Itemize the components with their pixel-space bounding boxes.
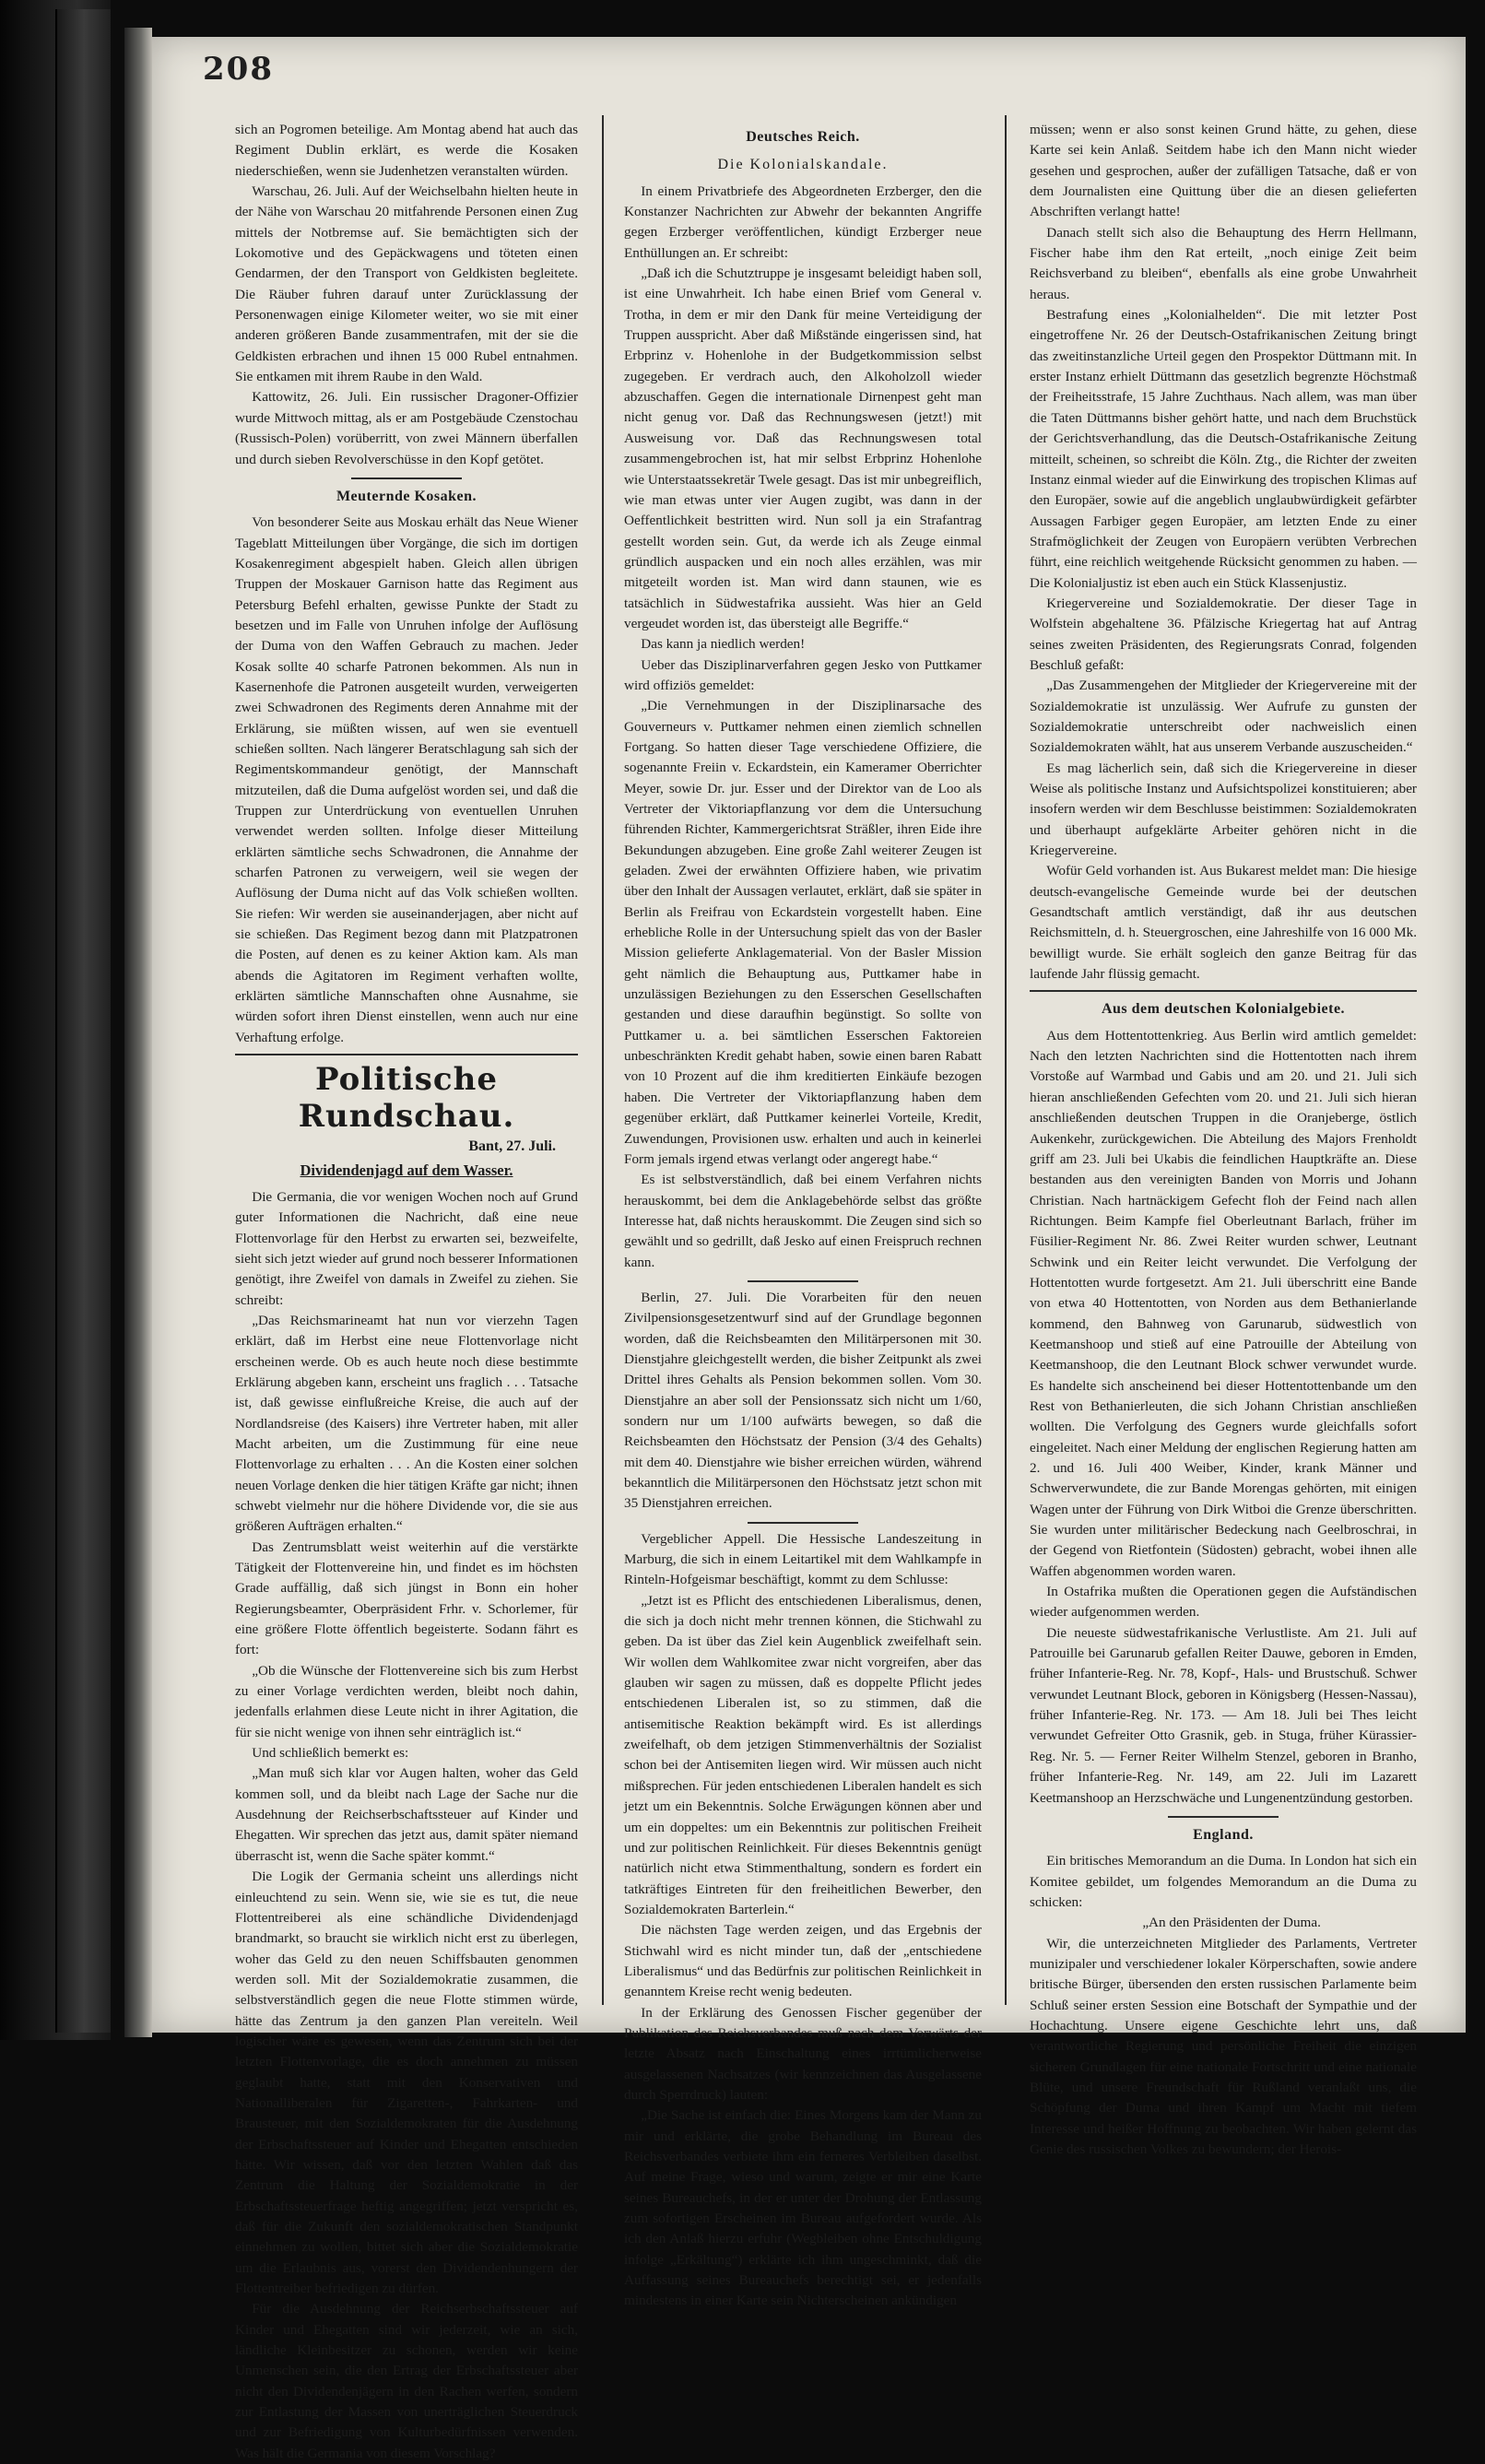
article-paragraph: Das kann ja niedlich werden! (641, 636, 806, 653)
article-paragraph: Wofür Geld vorhanden ist. Aus Bukarest meldet man: Die hiesige deutsch-evangelische Gemeinde wurde bei der deutschen Gesandtschaft amtlich verständigt, daß ihr aus deutschen Reichsmitteln, d. h. Steuergroschen, eine Jahreshilfe von 16 000 Mk. bewilligt wurde. Sie erhält sogleich den ganze Beitrag für das laufende Jahr flüssig gemacht. (1030, 863, 1417, 983)
article-paragraph: „Das Reichsmarineamt hat nun vor vierzehn Tagen erklärt, daß im Herbst eine neue Flottenvorlage nicht erscheinen werde. Ob es auch heute noch diese bestimmte Erklärung abgeben kann, erscheint uns fraglich . . . Tatsache ist, daß gewisse einflußreiche Kreise, die auch auf der Nordlandsreise (des Kaisers) ihre Vertreter haben, mit aller Macht arbeiten, um die Zustimmung für eine neue Flottenvorlage zu erhalten . . . An die Kosten einer solchen neuen Vorlage denken die hier tätigen Kräfte gar nicht; ihnen schwebt vielmehr nur die höhere Dividende vor, die sie aus größeren Aufträgen erhalten.“ (235, 1312, 578, 1535)
article-paragraph: Berlin, 27. Juli. Die Vorarbeiten für den neuen Zivilpensionsgesetzentwurf sind auf der Grundlage begonnen worden, daß die Reichsbeamten den Militärpersonen mit 30. Dienstjahre gleichgestellt werden, die bisher Zeitpunkt als zwei Drittel ihres Gehalts als Pension bekommen sollen. Vom 30. Dienstjahre an aber soll der Pensionssatz sich nicht um 1/60, sondern nur um 1/100 aufwärts bewegen, so daß die Reichsbeamten den Höchstsatz der Pension (3/4 des Gehalts) mit dem 40. Dienstjahre wie bisher erreichen würden, während bekanntlich die Militärpersonen den Höchstsatz jetzt schon mit 35 Dienstjahren erreichen. (624, 1289, 982, 1512)
article-paragraph: Wir, die unterzeichneten Mitglieder des Parlaments, Vertreter munizipaler und verschiedener lokaler Körperschaften, sowie andere britische Bürger, übersenden den ersten russischen Parlamente beim Schluß seiner ersten Session eine Botschaft der Sympathie und der Hochachtung. Unsere eigene Geschichte lehrt uns, daß verantwortliche Regierung und persönliche Freiheit die einzigen sicheren Grundlagen für eine nationale Fortschritt und eine nationale Blüte, und unsere Freundschaft für Rußland veranlaßt uns, die Schöpfung der Duma und ihren Kampf um Macht mit tiefem Interesse und heißer Hoffnung zu beobachten. Wir haben gelernt das Genie des russischen Volkes zu bewundern; der Herois- (1030, 1935, 1417, 2157)
column-3 (1030, 120, 1417, 2157)
page-number: 208 (203, 51, 274, 88)
article-heading: Dividendenjagd auf dem Wasser. (300, 1161, 513, 1180)
column-rule (602, 115, 604, 2005)
section-heading: Aus dem deutschen Kolonialgebiete. (1101, 1001, 1346, 1018)
section-heading: Meuternde Kosaken. (336, 488, 477, 504)
article-paragraph: „Ob die Wünsche der Flottenvereine sich bis zum Herbst zu einer Vorlage verdichten werden, bleibt noch dahin, jedenfalls erlahmen diese Leute nicht in ihrer Agitation, die für sie nicht wenige von ihnen sehr einträglich ist.“ (235, 1662, 578, 1740)
article-paragraph: Von besonderer Seite aus Moskau erhält das Neue Wiener Tageblatt Mitteilungen über Vorgänge, die sich im dortigen Kosakenregiment abgespielt haben. Gleich allen übrigen Truppen der Moskauer Garnison hatte das Regiment aus Petersburg Befehl erhalten, gewisse Punkte der Stadt zu besetzen und im Falle von Unruhen infolge der Auflösung der Duma von den Waffen Gebrauch zu machen. Jeder Kosak sollte 40 scharfe Patronen bekommen. Als nun in Kasernenhofe die Patronen ausgeteilt wurden, verweigerten zwei Schwadronen des Regiments deren Annahme mit der Erklärung, sie müßten wissen, auf wen sie eventuell schießen sollten. Nach längerer Beratschlagung sah sich der Regimentskommandeur genötigt, der Mannschaft mitzuteilen, daß die Duma aufgelöst worden sei, und daß die Truppen zur Unterdrückung von eventuellen Unruhen verwendet werden sollten. Infolge dieser Mitteilung erklärten sämtliche sechs Schwadronen, die Annahme der scharfen Patronen zu verweigern, weil sie wegen der Auflösung der Duma nicht auf das Volk schießen wollten. Sie riefen: Wir werden sie auseinanderjagen, aber nicht auf sie schießen. Das Regiment bezog dann mit Platzpatronen die Posten, auf denen es zu keiner Aktion kam. Als man abends die Agitatoren im Regiment verhaften wollte, erklärten sämtliche Mannschaften ohne Ausnahme, sie würden sofort ihren Dienst einstellen, wenn auch nur eine Verhaftung erfolge. (235, 514, 578, 1045)
page-edge (124, 28, 152, 2037)
article-paragraph: In der Erklärung des Genossen Fischer gegenüber der Publikation des Reichsverbandes muß nach dem Vorwärts der letzte Absatz nach Einschaltung eines irrtümlicherweise ausgelassenen Nachsatzes (wir kennzeichnen das Ausgelassene durch Sperrdruck) lauten: (624, 2004, 982, 2103)
article-paragraph: Es mag lächerlich sein, daß sich die Kriegervereine in dieser Weise als politische Instanz und Aufsichtspolizei konstituieren; aber insofern werden wir dem Beschlusse beistimmen: Sozialdemokraten und überhaupt aufgeklärte Arbeiter gehören nicht in die Kriegervereine. (1030, 760, 1417, 859)
article-paragraph: In einem Privatbriefe des Abgeordneten Erzberger, den die Konstanzer Nachrichten zur Abwehr der bekannten Angriffe gegen Erzberger veröffentlichen, kündigt Erzberger neue Enthüllungen an. Er schreibt: (624, 183, 982, 261)
article-paragraph: Und schließlich bemerkt es: (252, 1745, 409, 1762)
article-paragraph: Ein britisches Memorandum an die Duma. In London hat sich ein Komitee gebildet, um folgendes Memorandum an die Duma zu schicken: (1030, 1853, 1417, 1910)
article-paragraph: „Man muß sich klar vor Augen halten, woher das Geld kommen soll, und da bleibt nach Lage der Sache nur die Ausdehnung der Reichserbschaftssteuer auf Kinder und Ehegatten. Wir sprechen das jetzt aus, damit später niemand überrascht ist, wenn die Sache später kommt.“ (235, 1765, 578, 1864)
article-paragraph: sich an Pogromen beteilige. Am Montag abend hat auch das Regiment Dublin erklärt, es werde die Kosaken niederschießen, wenn sie Judenhetzen veranstalten würden. (235, 122, 578, 179)
article-heading: Die Kolonialskandale. (717, 157, 889, 173)
separator (351, 477, 462, 479)
article-paragraph: müssen; wenn er also sonst keinen Grund hätte, zu gehen, diese Karte sei kein Anlaß. Seitdem habe ich den Mann nicht wieder gesehen und gesprochen, außer der zufälligen Tatsache, daß er von dem Journalisten eine Quittung über die an diesen gelieferten Abschriften verlangt hatte! (1030, 122, 1417, 220)
article-paragraph: Aus dem Hottentottenkrieg. Aus Berlin wird amtlich gemeldet: Nach den letzten Nachrichten sind die Hottentotten nach ihrem Vorstoße auf Warmbad und Gabis und am 20. und 21. Juli sich hieran anschließenden Gefechten vom 20. und 21. Juli sich hieran anschließenden deutschen Truppen in die Oranjeberge, östlich Aukenkehr, zurückgewichen. Die Abteilung des Majors Frenholdt griff am 23. Juli bei Ukabis die feindlichen Hauptkräfte an. Diese bestanden aus den vereinigten Banden von Morris und Johann Christian. Nach hartnäckigem Gefecht floh der Feind nach allen Richtungen. Beim Kampfe fiel Oberleutnant Barlach, früher im Füsilier-Regiment Nr. 86. Zwei Reiter wurden schwer, Leutnant Schwink und ein Reiter leicht verwundet. Die Verfolgung der Hottentotten wurde fortgesetzt. Am 21. Juli überschritt eine Bande von etwa 40 Hottentotten, von Norden aus dem Bethanierlande kommend, den Bahnweg von Garunarub, südwestlich von Keetmanshoop und stieß auf eine Patrouille der Abteilung von Keetmanshoop, die den Leutnant Block schwer verwundet wurde. Es handelte sich anscheinend bei dieser Hottentottenbande um den Rest von Bethanierleuten, die sich Johann Christian anschließen wollten. Die Verfolgung des Gegners wurde gleichfalls sofort eingeleitet. Nach einer Meldung der englischen Regierung hatten am 2. und 16. Juli 400 Weiber, Kinder, krank Männer und Schwerverwundete, die zur Bande Morengas gehörten, mit einigen Wagen unter der Führung von Dirk Witboi die Grenze überschritten. Sie wurden unter militärischer Bedeckung nach Geelbroschrai, in der Gegend von Rietfontein (Südosten) gebracht, wobei ihnen alle Waffen abgenommen worden waren. (1030, 1027, 1417, 1579)
section-heading: Deutsches Reich. (746, 129, 860, 145)
article-paragraph: Die Germania, die vor wenigen Wochen noch auf Grund guter Informationen die Nachricht, daß eine neue Flottenvorlage für den Herbst zu erwarten sei, bezweifelte, sieht sich jetzt wieder auf grund noch besserer Informationen genötigt, ihre Zweifel von damals in Zweifel zu ziehen. Sie schreibt: (235, 1188, 578, 1308)
book-spine (55, 9, 111, 2033)
article-paragraph: Die Logik der Germania scheint uns allerdings nicht einleuchtend zu sein. Wenn sie, wie sie es tut, die neue Flottentreiberei als eine schändliche Dividendenjagd brandmarkt, so braucht sie wirklich nicht erst zu überlegen, woher das Geld zu den neuen Schiffsbauten genommen werden soll. Mit der Sozialdemokratie zusammen, die selbstverständlich gegen die neue Flotte stimmen würde, hätte das Zentrum ja den ganzen Plan vereiteln. Weil logischer wäre es gewesen, wenn das Zentrum sich bei der letzten Flottenvorlage, die es doch annehmen zu müssen geglaubt hatte, statt mit den Konservativen und Nationalliberalen für Zigaretten-, Fahrkarten- und Brausteuer, mit den Sozialdemokraten für die Ausdehnung der Erbschaftssteuer auf Kinder und Ehegatten entschieden hätte. Wir wissen, daß vor den letzten Wahlen daß das Zentrum die Haltung der Sozialdemokratie in der Erbschaftssteuerfrage heftig angegriffen; jetzt verspricht es, daß für die Zukunft den sozialdemokratischen Standpunkt einnehmen zu wollen, bittet sich aber die Sozialdemokratie um die Erlaubnis aus, vorerst den Dividendenhungern der Flottentreiber befriedigen zu dürfen. (235, 1869, 578, 2297)
separator (235, 1054, 578, 1055)
article-paragraph: „An den Präsidenten der Duma. (1142, 1915, 1321, 1931)
article-paragraph: Warschau, 26. Juli. Auf der Weichselbahn hielten heute in der Nähe von Warschau 20 mitfahrende Personen einen Zug mittels der Notbremse auf. Sie bemächtigten sich der Lokomotive und des Gepäckwagens und töteten einen Gendarmen, der den Transport von Geldkisten begleitete. Die Räuber fuhren darauf unter Zurücklassung der Personenwagen einige Kilometer weiter, wo sie mit einer anderen größeren Bande zusammentrafen, mit der sie die Geldkisten erbrachen und ihnen 15 000 Rubel entnahmen. Sie entkamen mit ihrem Raube in den Wald. (235, 183, 578, 385)
separator (1168, 1816, 1279, 1818)
separator (1030, 990, 1417, 992)
article-paragraph: Die neueste südwestafrikanische Verlustliste. Am 21. Juli auf Patrouille bei Garunarub gefallen Reiter Dauwe, geboren in Emden, früher Infanterie-Reg. Nr. 78, Kopf-, Hals- und Brustschuß. Schwer verwundet Leutnant Block, geboren in Königsberg (Hessen-Nassau), früher Infanterie-Reg. Nr. 173. — Am 18. Juli bei Thes leicht verwundet Gefreiter Otto Grasnik, geb. in Stuga, früher Kürassier-Reg. Nr. 5. — Ferner Reiter Wilhelm Stenzel, geboren in Branho, früher Infanterie-Reg. Nr. 149, am 22. Juli im Lazarett Keetmanshoop an Herzschwäche und Lungenentzündung gestorben. (1030, 1624, 1417, 1806)
article-paragraph: Bestrafung eines „Kolonialhelden“. Die mit letzter Post eingetroffene Nr. 26 der Deutsch-Ostafrikanischen Zeitung bringt das zweitinstanzliche Urteil gegen den Prospektor Düttmann mit. In erster Instanz erhielt Düttmann das gesetzlich begrenzte Höchstmaß der Freiheitsstrafe, 15 Jahre Zuchthaus. Nach allem, was man über die Taten Düttmanns bisher gehört hatte, und nach dem Bruchstück der Gerichtsverhandlung, das die Deutsch-Ostafrikanische Zeitung mitteilt, scheinen, so schreibt die Köln. Ztg., die Richter der zweiten Instanz einmal wieder auf die Einwirkung des tropischen Klimas auf den Europäer, sowie auf die angeblich unglaubwürdigkeit gefärbter Aussagen Farbiger gegen Europäer, am letzten Ende zu einer Strafmöglichkeit der Zeugen von Europäern verübten Verbrechen führt, eine reichlich weitgehende Rücksicht genommen zu haben. — Die Kolonialjustiz ist eben auch ein Stück Klassenjustiz. (1030, 307, 1417, 591)
article-paragraph: „Jetzt ist es Pflicht des entschiedenen Liberalismus, denen, die sich ja doch nicht mehr trennen können, die Stichwahl zu geben. Da ist über das Ziel kein Augenblick zweifelhaft sein. Wir wollen dem Wahlkomitee zwar nicht vorgreifen, aber das glauben wir sagen zu müssen, daß es doppelte Pflicht jedes entschiedenen Liberalen ist, so zu stimmen, daß die antisemitische Reaktion bekämpft wird. Es ist allerdings zweifelhaft, ob dem jetzigen Stimmenverhältnis der Sozialist schon bei der Antisemiten liegen wird. Wir müssen auch nicht mißsprechen. Für jeden entschiedenen Liberalen handelt es sich jetzt um ein Bekenntnis. Solche Erwägungen können aber und um ein doppeltes: um ein Bekenntnis zur politischen Freiheit und zur politischen Reinlichkeit. Für dieses Bekenntnis genügt natürlich nicht etwa Stimmenthaltung, sondern es fordert ein tatkräftiges Eintreten für den freiheitlichen Bewerber, den Sozialdemokraten Barterlein.“ (624, 1592, 982, 1917)
section-title: Politische Rundschau. (298, 1061, 515, 1136)
section-heading: England. (1193, 1826, 1254, 1843)
article-paragraph: Es ist selbstverständlich, daß bei einem Verfahren nichts herauskommt, bei dem die Anklagebehörde selbst das größte Interesse hat, daß nichts herauskommt. Die Zeugen sind sich so gewählt und so gedrillt, daß Jesko auf einen Freispruch rechnen kann. (624, 1172, 982, 1270)
article-paragraph: Das Zentrumsblatt weist weiterhin auf die verstärkte Tätigkeit der Flottenvereine hin, und findet es im höchsten Grade auffällig, daß sich jüngst in Bonn ein hoher Regierungsbeamter, Oberpräsident Frhr. v. Schorlemer, für eine größere Flotte öffentlich begeisterte. Sodann fährt es fort: (235, 1539, 578, 1658)
column-2 (624, 120, 982, 2309)
article-paragraph: Danach stellt sich also die Behauptung des Herrn Hellmann, Fischer habe ihm den Rat erteilt, „noch einige Zeit beim Reichsverband zu bleiben“, ebenfalls als eine grobe Unwahrheit heraus. (1030, 224, 1417, 302)
dateline: Bant, 27. Juli. (468, 1138, 556, 1155)
book-binding (0, 0, 111, 2040)
column-1 (235, 120, 578, 2461)
newspaper-page (152, 37, 1466, 2461)
article-paragraph: „Die Sache ist einfach die: Eines Morgens kam der Mann zu mir und erklärte, die grobe Behandlung im Bureau des Reichsverbandes verbiete ihm ein ferneres Verbleiben daselbst. Auf meine Frage, wieso und warum, zeigte er mir eine Karte seines Bureauchefs, in der er unter der Drohung der Entlassung zum sofortigen Erscheinen im Bureau aufgefordert wurde. Als ich den Anlaß hierzu erfuhr (Wegbleiben ohne Entschuldigung infolge „Erkältung“) erklärte ich ihm ungeschminkt, daß die Auffassung seines Bureauchefs berechtigt sei, er jedenfalls mindestens in einer Karte sein Nichterscheinen ankündigen (624, 2107, 982, 2309)
separator (748, 1280, 858, 1282)
article-paragraph: „Die Vernehmungen in der Disziplinarsache des Gouverneurs v. Puttkamer nehmen einen ziemlich schnellen Fortgang. So hatten dieser Tage verschiedene Offiziere, die sogenannte Freiin v. Eckardstein, ein Kameramer Oberrichter Meyer, sowie Dr. jur. Esser und der Direktor van de Loo als Vertreter der Viktoriapflanzung vor dem die Untersuchung führenden Richter, Kammergerichtsrat Sträßler, ihren Eide ihre Bekundungen abzugeben. Eine große Zahl weiterer Zeugen ist geladen. Zwei der erwähnten Offiziere haben, wie privatim über den Inhalt der Aussagen verlautet, erklärt, daß sie später in Berlin als Freifrau von Eckardstein vorgestellt haben. Eine erhebliche Rolle in der Untersuchung spielt das von der Basler Mission gelieferte Anklagematerial. Von der Basler Mission geht nämlich die Behauptung aus, Puttkamer habe in unzulässigen Beziehungen zu den Esserschen Gesellschaften gestanden und diese daraufhin begünstigt. So sollte von Puttkamer u. a. bei sämtlichen Esserschen Faktoreien unbeschränkten Kredit gehabt haben, sowie einen baren Rabatt von 10 Prozent auf die ihm kreditierten Einkäufe bezogen haben. Die Vertreter der Viktoriapflanzung haben dem gegenüber erklärt, daß Puttkamer keinerlei Vorteile, Kredit, Zuwendungen, Provisionen usw. erhalten und auch in keinerlei Form jemals irgend etwas verlangt oder angeregt habe.“ (624, 698, 982, 1167)
column-rule (1005, 115, 1007, 2005)
article-paragraph: In Ostafrika mußten die Operationen gegen die Aufständischen wieder aufgenommen werden. (1030, 1584, 1417, 1621)
article-paragraph: „Daß ich die Schutztruppe je insgesamt beleidigt haben soll, ist eine Unwahrheit. Ich habe einen Brief vom General v. Trotha, in dem er mir den Dank für meine Verteidigung der Truppen ausspricht. Aber daß Mißstände eingerissen sind, hat Erbprinz v. Hohenlohe in der Budgetkommission selbst zugegeben. Er verdrach auch, den Alkoholzoll wieder abzuschaffen. Gegen die internationale Dirnenpest geht man nicht genug vor. Daß das Rechnungswesen (jetzt!) mit Ausweisung vor. Daß das Rechnungswesen total zusammengebrochen ist, hat mir selbst Erbprinz Hohenlohe wie Unterstaatssekretär Twele gesagt. Das ist mir unbegreiflich, wie man etwas unter vier Augen zugibt, was dann in der Oeffentlichkeit bestritten wird. Nun soll ja ein Strafantrag gestellt worden sein. Gut, da werde ich als Zeuge einmal gründlich auspacken und ein noch alles erzählen, was mir mitgeteilt worden ist. Man wird dann staunen, wie es tatsächlich in Südwestafrika aussieht. Was hier an Geld vergeudet worden ist, das übersteigt alle Begriffe.“ (624, 265, 982, 631)
separator (748, 1522, 858, 1524)
article-paragraph: Für die Ausdehnung der Reichserbschaftssteuer auf Kinder und Ehegatten sind wir jederzeit, wie an sich, ländliche Kleinbesitzer zu schonen, werden wir keine Unmenschen sein, die den Ertrag der Erbschaftssteuer aber nicht den Dividendenjägern in den Rachen werfen, sondern zur Entlastung der Massen von unerträglichen Steuerdruck und zur Befriedigung von Kulturbedürfnissen verwenden. Was hält die Germania von diesem Vorschlag? (235, 2301, 578, 2461)
article-paragraph: Vergeblicher Appell. Die Hessische Landeszeitung in Marburg, die sich in einem Leitartikel mit dem Wahlkampfe in Rinteln-Hofgeismar beschäftigt, kommt zu dem Schlusse: (624, 1530, 982, 1588)
article-paragraph: Ueber das Disziplinarverfahren gegen Jesko von Puttkamer wird offiziös gemeldet: (624, 656, 982, 693)
article-paragraph: Die nächsten Tage werden zeigen, und das Ergebnis der Stichwahl wird es nicht minder tun, daß der „entschiedene Liberalismus“ und das Bedürfnis zur politischen Reinlichkeit in genanntem Kreise recht wenig bedeuten. (624, 1922, 982, 2000)
article-paragraph: Kriegervereine und Sozialdemokratie. Der dieser Tage in Wolfstein abgehaltene 36. Pfälzische Kriegertag hat auf Antrag seines zweiten Präsidenten, des Regierungsrats Conrad, folgenden Beschluß gefaßt: (1030, 595, 1417, 673)
article-paragraph: Kattowitz, 26. Juli. Ein russischer Dragoner-Offizier wurde Mittwoch mittag, als er am Postgebäude Czenstochau (Russisch-Polen) vorüberritt, von zwei Männern überfallen und durch sieben Revolverschüsse in den Kopf getötet. (235, 389, 578, 467)
article-paragraph: „Das Zusammengehen der Mitglieder der Kriegervereine mit der Sozialdemokratie ist unzulässig. Wer Aufrufe zu gunsten der Sozialdemokratie unterschreibt oder nachweislich einen Sozialdemokraten wählt, hat aus unserem Verbande auszuscheiden.“ (1030, 678, 1417, 756)
